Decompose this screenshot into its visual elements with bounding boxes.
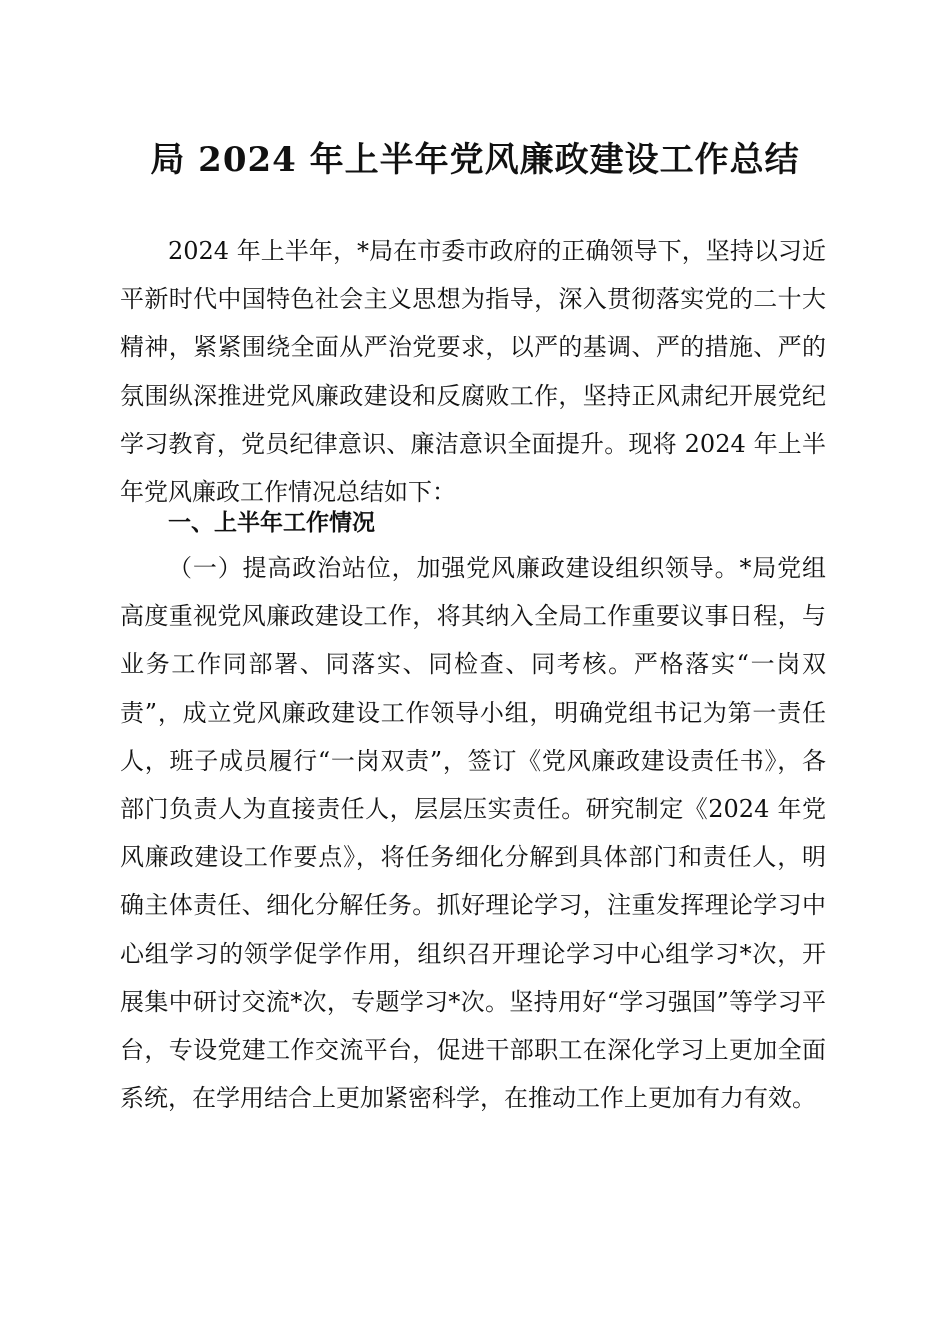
subsection-lead-1: （一）提高政治站位，加强党风廉政建设组织领导。 (168, 554, 740, 582)
subsection-body-1: *局党组高度重视党风廉政建设工作，将其纳入全局工作重要议事日程，与业务工作同部署、同落实、同检查、同考核。严格落实“一岗双责”，成立党风廉政建设工作领导小组，明确党组书记为第一责任人，班子成员履行“一岗双责”，签订《党风廉政建设责任书》，各部门负责人为直接责任人，层层压实责任。研究制定《2024 年党风廉政建设工作要点》，将任务细化分解到具体部门和责任人，明确主体责任、细化分解任务。抓好理论学习，注重发挥理论学习中心组学习的领学促学作用，组织召开理论学习中心组学习*次，开展集中研讨交流*次，专题学习*次。坚持用好“学习强国”等学习平台，专设党建工作交流平台，促进干部职工在深化学习上更加全面系统，在学用结合上更加紧密科学，在推动工作上更加有力有效。 (120, 554, 827, 1113)
subsection-paragraph-1 (120, 544, 826, 1122)
intro-paragraph: 2024 年上半年，*局在市委市政府的正确领导下，坚持以习近平新时代中国特色社会主义思想为指导，深入贯彻落实党的二十大精神，紧紧围绕全面从严治党要求，以严的基调、严的措施、严的氛围纵深推进党风廉政建设和反腐败工作，坚持正风肃纪开展党纪学习教育，党员纪律意识、廉洁意识全面提升。现将 2024 年上半年党风廉政工作情况总结如下： (120, 237, 826, 507)
section-heading-1: 一、上半年工作情况 (168, 510, 375, 536)
document-title: 局 2024 年上半年党风廉政建设工作总结 (150, 140, 800, 180)
